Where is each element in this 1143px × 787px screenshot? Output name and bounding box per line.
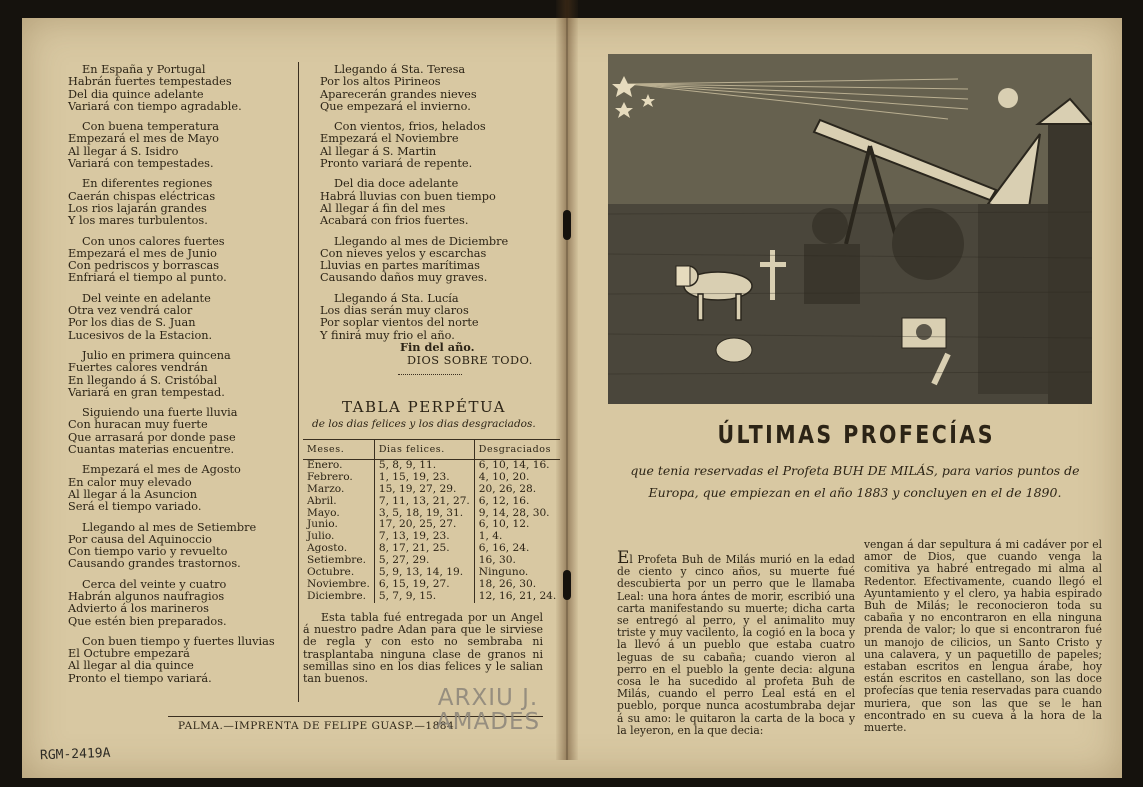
unlucky-days-cell: 6, 10, 12. xyxy=(474,519,560,531)
poem-stanza xyxy=(68,121,275,170)
poem-stanza xyxy=(68,178,275,227)
happy-days-cell: 7, 11, 13, 21, 27. xyxy=(374,496,474,508)
poem-line: Empezará el mes de Mayo xyxy=(68,132,219,146)
happy-days-cell: 5, 27, 29. xyxy=(374,555,474,567)
poem-line: Que empezará el invierno. xyxy=(320,99,471,113)
poem-line: Con nieves yelos y escarchas xyxy=(320,246,487,260)
poem-line: Por los altos Pirineos xyxy=(320,75,441,89)
happy-days-cell: 3, 5, 18, 19, 31. xyxy=(374,508,474,520)
catalog-mark: RGM-2419A xyxy=(39,745,111,764)
month-cell: Abril. xyxy=(307,494,337,507)
poem-stanza xyxy=(320,121,508,170)
poem-stanza xyxy=(68,293,275,342)
poem-line: Causando daños muy graves. xyxy=(320,271,488,285)
poem-line: Cerca del veinte y cuatro xyxy=(82,577,227,591)
poem-line: Habrá lluvias con buen tiempo xyxy=(320,189,496,203)
month-cell: Junio. xyxy=(307,518,338,531)
poem-stanza xyxy=(68,636,275,685)
poem-line: Y los mares turbulentos. xyxy=(68,214,208,228)
happy-days-cell: 6, 15, 19, 27. xyxy=(374,579,474,591)
poem-line: Al llegar á fin del mes xyxy=(320,201,446,215)
happy-days-cell: 8, 17, 21, 25. xyxy=(374,543,474,555)
poem-line: Siguiendo una fuerte lluvia xyxy=(82,406,238,420)
poem-line: En España y Portugal xyxy=(82,63,206,76)
poem-stanza xyxy=(68,236,275,285)
month-cell: Marzo. xyxy=(307,482,345,495)
poem-stanza xyxy=(320,236,508,285)
binding-hole xyxy=(563,210,571,240)
poem-stanza xyxy=(68,64,275,113)
poem-stanza xyxy=(68,579,275,628)
main-heading xyxy=(0,420,1143,449)
happy-days-cell: 7, 13, 19, 23. xyxy=(374,531,474,543)
poem-line: Llegando á Sta. Teresa xyxy=(334,63,466,76)
poem-line: Llegando al mes de Diciembre xyxy=(334,234,509,248)
unlucky-days-cell: 20, 26, 28. xyxy=(474,484,560,496)
happy-days-cell: 15, 19, 27, 29. xyxy=(374,484,474,496)
poem-line: Y finirá muy frio el año. xyxy=(320,328,455,342)
poem-line: Caerán chispas eléctricas xyxy=(68,189,216,203)
poem-line: Lucesivos de la Estacion. xyxy=(68,328,213,342)
month-cell: Setiembre. xyxy=(307,554,366,567)
poem-line: Del veinte en adelante xyxy=(82,291,211,305)
center-fold xyxy=(556,0,578,760)
prose-column-1-text: l Profeta Buh de Milás murió en la edad de ciento y cinco años, su muerte fué descubierta por un perro que le llamaba Leal: una hora ántes de morir, escribió una carta manifestando su muerte; dicha carta se entregó al perro, y el animalito muy triste y muy vacilento, la cogió en la boca y la llevó á un pueblo que estaba cuatro leguas de su cabaña; cuando vieron al perro en el pueblo la gente decia: alguna cosa le ha sucedido al profeta Buh de Milás, cuando el perro Leal está en el pueblo, porque nunca acostumbraba dejar á su amo: le quitaron la carta de la boca y la leyeron, en la que decia: xyxy=(617,553,855,737)
main-heading-text: ÚLTIMAS PROFECÍAS xyxy=(717,420,996,449)
poem-line: En llegando á S. Cristóbal xyxy=(68,373,218,387)
poem-line: Por los dias de S. Juan xyxy=(68,316,196,330)
table-row xyxy=(303,591,560,603)
tabla-title: TABLA PERPÉTUA xyxy=(342,398,506,416)
poem-line: Advierto á los marineros xyxy=(68,602,209,616)
poem-stanza xyxy=(68,522,275,571)
woodcut-prophet-telescope-image xyxy=(608,54,1092,404)
poem-line: Llegando á Sta. Lucía xyxy=(334,291,459,305)
poem-line: Empezará el mes de Agosto xyxy=(82,463,241,477)
subtitle: que tenia reservadas el Profeta BUH DE MILÁS, para varios puntos de Europa, que empiezan en el año 1883 y concluyen en el de 1890. xyxy=(630,463,1080,500)
header-dias-felices: Dias felices. xyxy=(374,440,474,460)
unlucky-days-cell: 16, 30. xyxy=(474,555,560,567)
month-cell: Octubre. xyxy=(307,566,355,579)
month-cell: Noviembre. xyxy=(307,577,370,590)
drop-cap: E xyxy=(617,548,630,568)
poem-line: Por soplar vientos del norte xyxy=(320,316,479,330)
dios-sobre-todo: DIOS SOBRE TODO. xyxy=(407,354,533,367)
poem-stanza xyxy=(320,178,508,227)
table-row xyxy=(303,496,560,508)
poem-line: Enfriará el tiempo al punto. xyxy=(68,271,227,285)
poem-line: Del dia quince adelante xyxy=(68,87,204,101)
poem-line: El Octubre empezará xyxy=(68,647,190,661)
poem-line: Julio en primera quincena xyxy=(82,348,231,362)
tabla-note xyxy=(303,612,543,685)
table-row xyxy=(303,472,560,484)
stamp-line-2: AMADES xyxy=(435,709,541,735)
poem-line: Los dias serán muy claros xyxy=(320,304,469,318)
poem-column-1 xyxy=(68,64,275,693)
unlucky-days-cell: Ninguno. xyxy=(474,567,560,579)
month-cell: Diciembre. xyxy=(307,589,367,602)
poem-line: Otra vez vendrá calor xyxy=(68,304,193,318)
poem-line: Con tiempo vario y revuelto xyxy=(68,545,228,559)
poem-line: Por causa del Aquinoccio xyxy=(68,532,212,546)
unlucky-days-cell: 6, 12, 16. xyxy=(474,496,560,508)
archive-stamp xyxy=(432,686,544,742)
poem-column-2 xyxy=(320,64,508,350)
binding-hole xyxy=(563,570,571,600)
poem-line: Causando grandes trastornos. xyxy=(68,557,241,571)
unlucky-days-cell: 4, 10, 20. xyxy=(474,472,560,484)
poem-line: Empezará el mes de Junio xyxy=(68,246,217,260)
table-row xyxy=(303,484,560,496)
prose-column-2: vengan á dar sepultura á mi cadáver por el amor de Dios, que cuando venga la comitiva ya habré entregado mi alma al Redentor. Efectivamente, cuando llegó el Ayuntamiento y el clero, ya habia espirado Buh de Milás; le reconocieron toda su cabaña y no encontraron en ella ninguna prenda de valor; lo que si encontraron fué un manojo de cilicios, un Santo Cristo y una calavera, y un paquetillo de papeles; estaban escritos en lengua árabe, hoy están escritos en castellano, son las doce profecías que tenia reservadas para cuando muriera, que son las que se le han encontrado en su cueva á la hora de la muerte. xyxy=(864,538,1102,735)
unlucky-days-cell: 6, 16, 24. xyxy=(474,543,560,555)
poem-line: Al llegar á S. Martin xyxy=(320,144,437,158)
poem-line: Habrán fuertes tempestades xyxy=(68,75,232,89)
poem-line: Que arrasará por donde pase xyxy=(68,430,236,444)
poem-stanza xyxy=(68,464,275,513)
unlucky-days-cell: 12, 16, 21, 24. xyxy=(474,591,560,603)
poem-line: Será el tiempo variado. xyxy=(68,500,202,514)
poem-line: Con buen tiempo y fuertes lluvias xyxy=(82,634,275,648)
poem-line: Al llegar al dia quince xyxy=(68,659,194,673)
poem-stanza xyxy=(320,64,508,113)
stamp-line-1: ARXIU J. xyxy=(437,685,539,711)
poem-line: Con unos calores fuertes xyxy=(82,234,225,248)
poem-stanza xyxy=(68,350,275,399)
unlucky-days-cell: 18, 26, 30. xyxy=(474,579,560,591)
poem-line: Al llegar á S. Isidro xyxy=(68,144,179,158)
table-row xyxy=(303,459,560,471)
happy-days-cell: 5, 9, 13, 14, 19. xyxy=(374,567,474,579)
poem-line: Variará en gran tempestad. xyxy=(68,385,225,399)
happy-days-cell: 17, 20, 25, 27. xyxy=(374,519,474,531)
month-cell: Julio. xyxy=(307,530,335,543)
woodcut-illustration xyxy=(608,54,1092,404)
unlucky-days-cell: 9, 14, 28, 30. xyxy=(474,508,560,520)
poem-line: Con pedriscos y borrascas xyxy=(68,259,219,273)
poem-stanza xyxy=(320,293,508,342)
column-divider xyxy=(298,62,299,702)
poem-line: Del dia doce adelante xyxy=(334,177,459,191)
poem-line: Fuertes calores vendrán xyxy=(68,361,208,375)
unlucky-days-cell: 1, 4. xyxy=(474,531,560,543)
poem-line: En calor muy elevado xyxy=(68,475,192,489)
prose-column-1 xyxy=(617,548,855,737)
month-cell: Mayo. xyxy=(307,506,340,519)
header-meses: Meses. xyxy=(303,440,374,460)
poem-line: Habrán algunos naufragios xyxy=(68,589,225,603)
happy-days-cell: 5, 7, 9, 15. xyxy=(374,591,474,603)
poem-line: Al llegar á la Asuncion xyxy=(68,487,198,501)
poem-line: Pronto variará de repente. xyxy=(320,157,473,171)
poem-line: Con vientos, frios, helados xyxy=(334,120,486,134)
header-desgraciados: Desgraciados xyxy=(474,440,560,460)
poem-line: Con buena temperatura xyxy=(82,120,220,134)
tabla-note-text: Esta tabla fué entregada por un Angel á nuestro padre Adan para que le sirviese de regla y con esto no sembraba ni trasplantaba ninguna clase de granos ni semillas sino en los dias felices y le salian tan buenos. xyxy=(303,611,543,686)
poem-line: Variará con tiempo agradable. xyxy=(68,99,242,113)
poem-line: Con huracan muy fuerte xyxy=(68,418,208,432)
month-cell: Agosto. xyxy=(307,542,348,555)
poem-line: Cuantas materias encuentre. xyxy=(68,443,235,457)
poem-line: Lluvias en partes marítimas xyxy=(320,259,480,273)
poem-line: Llegando al mes de Setiembre xyxy=(82,520,257,534)
poem-line: Los rios lajarán grandes xyxy=(68,201,207,215)
unlucky-days-cell: 6, 10, 14, 16. xyxy=(474,459,560,471)
poem-line: En diferentes regiones xyxy=(82,177,213,191)
month-cell: Febrero. xyxy=(307,470,353,483)
tabla-perpetua xyxy=(303,439,560,603)
poem-line: Acabará con frios fuertes. xyxy=(320,214,469,228)
poem-line: Empezará el Noviembre xyxy=(320,132,459,146)
tabla-subtitle: de los dias felices y los dias desgraciados. xyxy=(312,418,536,430)
fin-del-ano: Fin del año. xyxy=(400,340,475,354)
poem-line: Aparecerán grandes nieves xyxy=(320,87,477,101)
poem-line: Variará con tempestades. xyxy=(68,157,214,171)
ornament-rule xyxy=(398,374,462,381)
poem-line: Pronto el tiempo variará. xyxy=(68,671,212,685)
happy-days-cell: 5, 8, 9, 11. xyxy=(374,459,474,471)
imprint: PALMA.—IMPRENTA DE FELIPE GUASP.—1884. xyxy=(178,720,458,732)
poem-line: Que estén bien preparados. xyxy=(68,614,227,628)
month-cell: Enero. xyxy=(307,458,343,471)
happy-days-cell: 1, 15, 19, 23. xyxy=(374,472,474,484)
